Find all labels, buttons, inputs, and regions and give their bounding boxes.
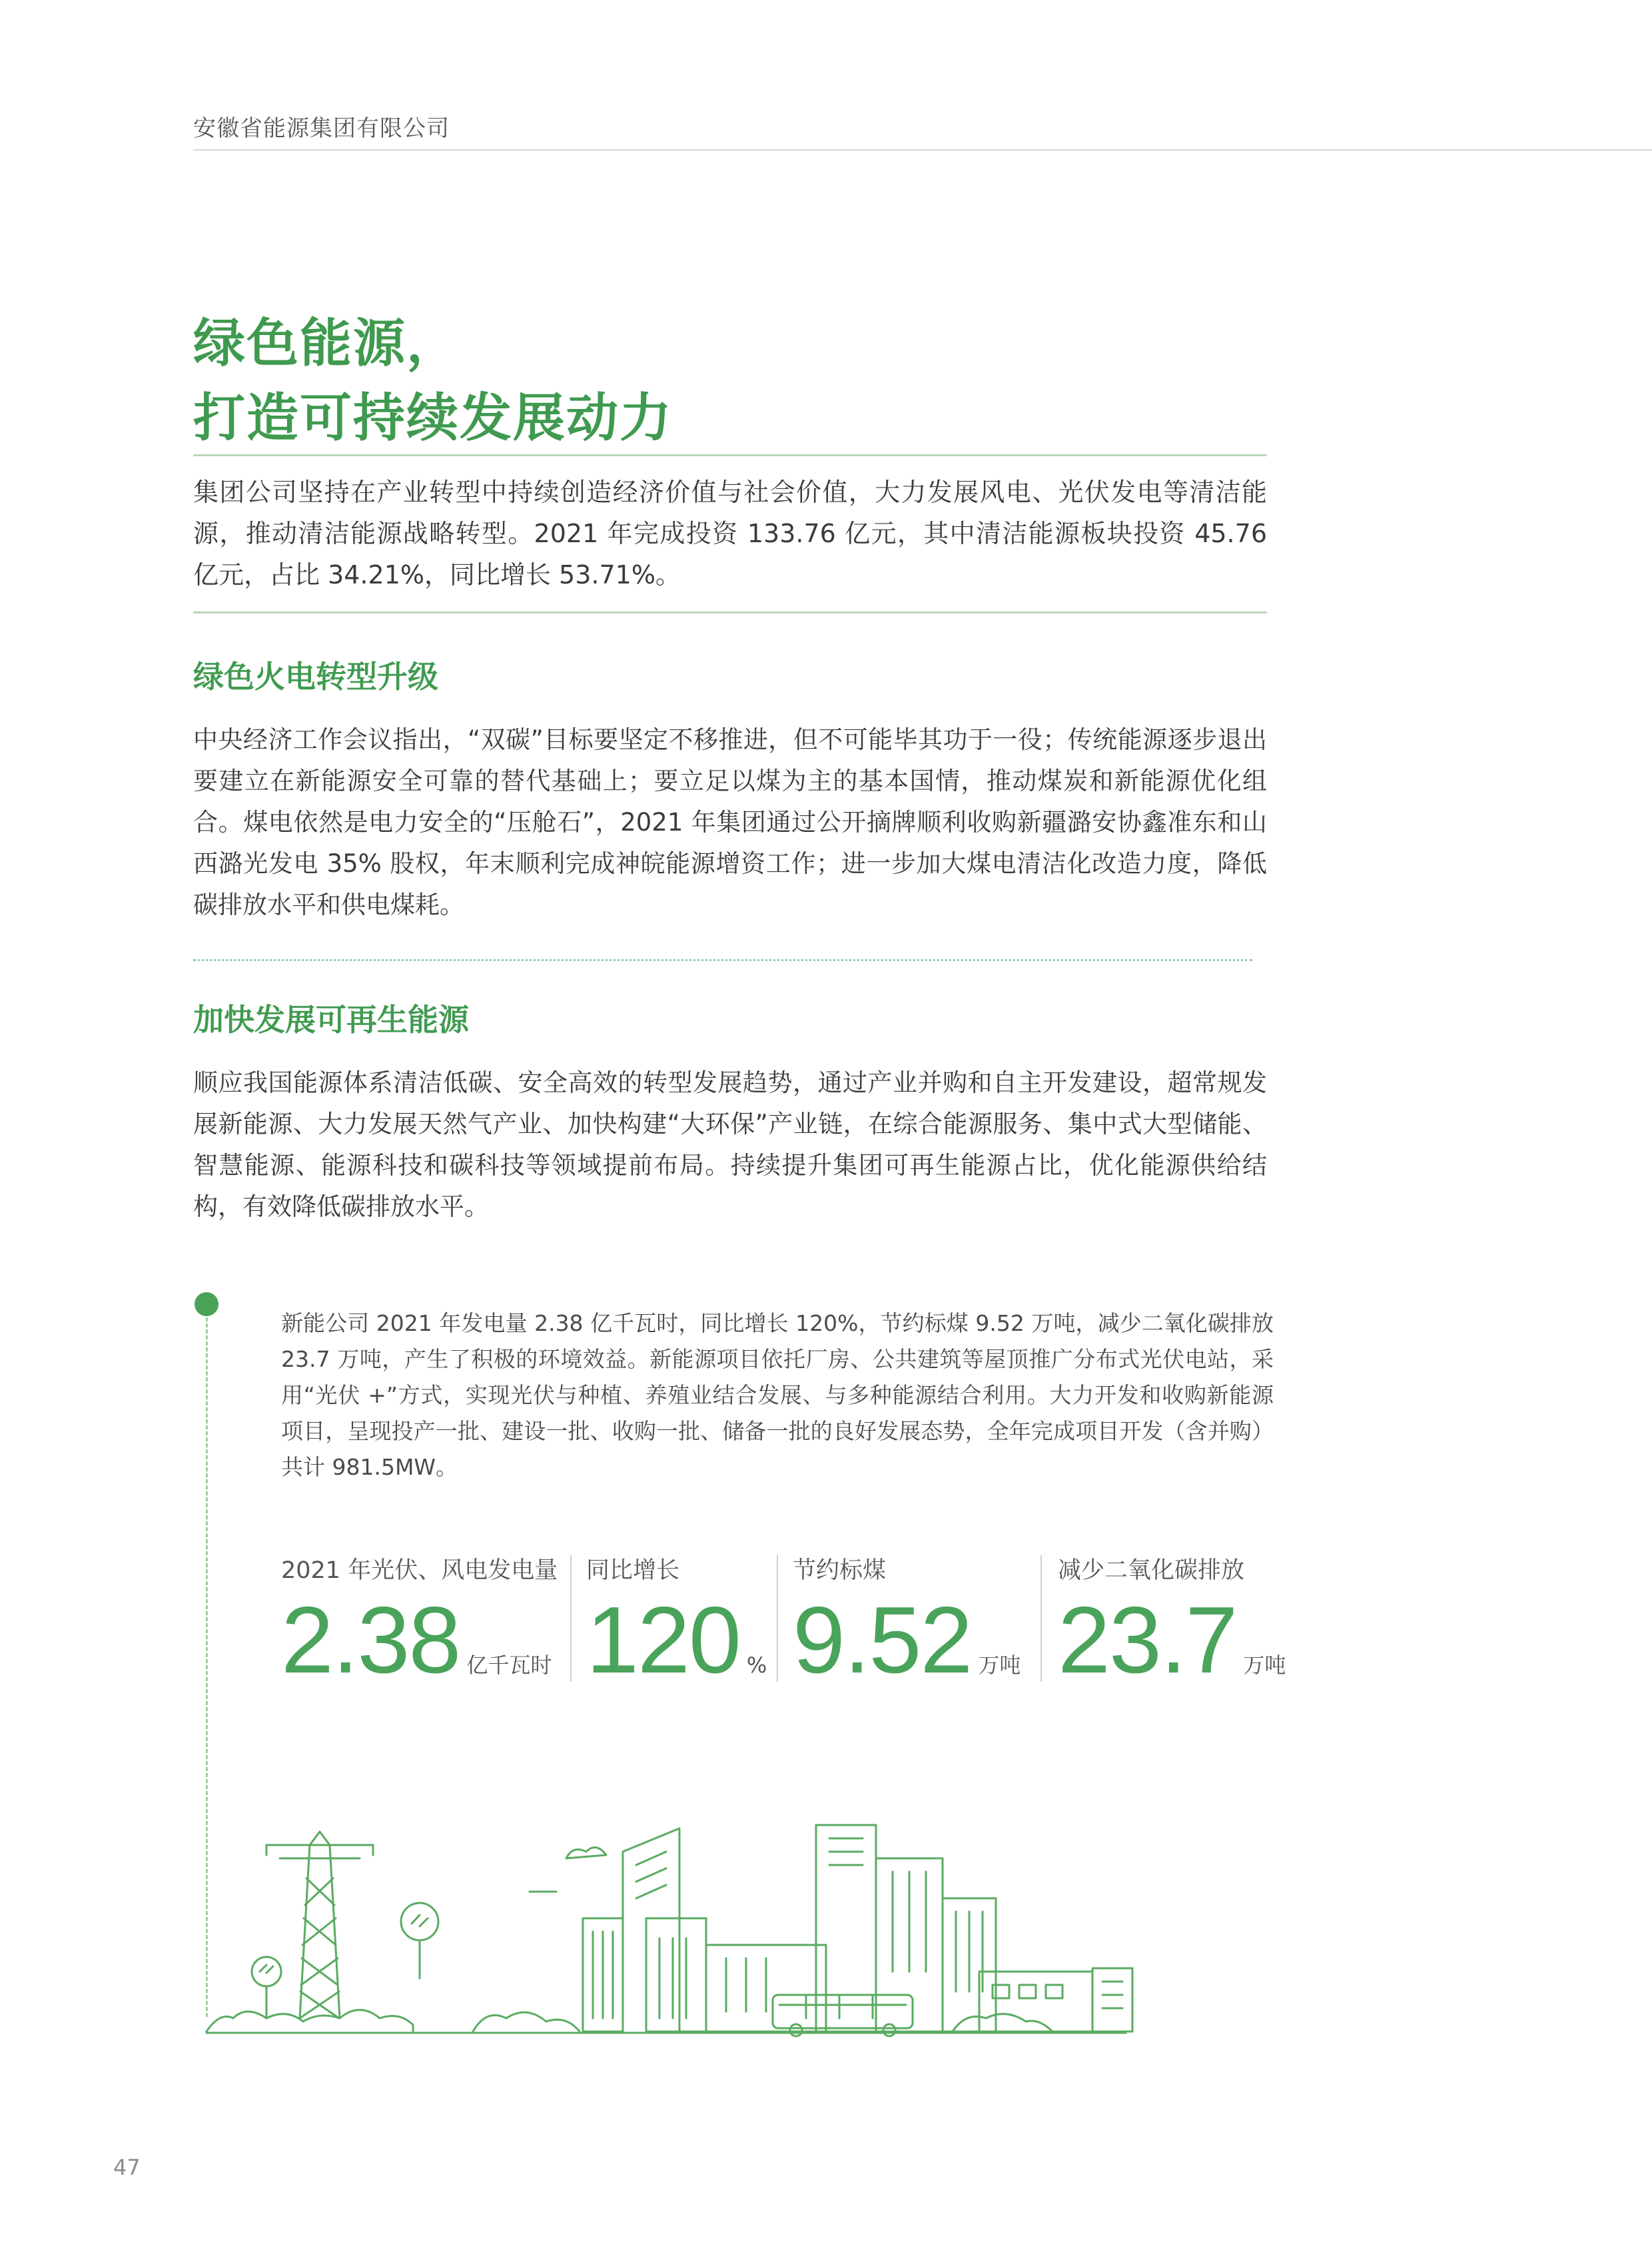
stat-divider <box>570 1555 572 1682</box>
stat-co2-unit: 万吨 <box>1243 1653 1286 1678</box>
highlight-paragraph: 新能公司 2021 年发电量 2.38 亿千瓦时，同比增长 120%，节约标煤 9.52 万吨，减少二氧化碳排放 23.7 万吨，产生了积极的环境效益。新能源项目依托厂房、公共建筑等屋顶推广分布式光伏电站，采用“光伏 +”方式，实现光伏与种植、养殖业结合发展、与多种能源结合利用。大力开发和收购新能源项目，呈现投产一批、建设一批、收购一批、储备一批的良好发展态势，全年完成项目开发（含并购）共计 981.5MW。 <box>281 1310 1274 1480</box>
intro-top-rule <box>193 454 1267 456</box>
building-icon <box>646 1918 706 2032</box>
cityscape-illustration <box>193 1818 1139 2038</box>
stat-growth <box>586 1552 767 1693</box>
building-icon <box>943 1898 996 2032</box>
cloud-icon <box>566 1848 606 1858</box>
stat-growth-unit: % <box>746 1653 767 1678</box>
intro-bottom-rule <box>193 611 1267 613</box>
transmission-tower-icon <box>266 1832 373 2018</box>
stat-coal <box>793 1552 1021 1693</box>
section-divider <box>193 959 1252 961</box>
page-number: 47 <box>113 2155 141 2180</box>
building-icon <box>1092 1968 1132 2032</box>
stat-co2-value: 23.7 <box>1058 1587 1237 1693</box>
page-title-line-1: 绿色能源， <box>193 314 460 374</box>
bus-icon <box>773 1995 913 2036</box>
stat-divider <box>777 1555 778 1682</box>
intro-paragraph: 集团公司坚持在产业转型中持续创造经济价值与社会价值，大力发展风电、光伏发电等清洁能源，推动清洁能源战略转型。2021 年完成投资 133.76 亿元，其中清洁能源板块投资 45.76 亿元，占比 34.21%，同比增长 53.71%。 <box>193 478 1267 589</box>
stat-divider <box>1040 1555 1042 1682</box>
timeline-dot <box>195 1292 218 1316</box>
stat-growth-label: 同比增长 <box>586 1557 680 1584</box>
stat-generation-value: 2.38 <box>281 1587 460 1693</box>
building-icon <box>583 1918 623 2032</box>
stat-coal-unit: 万吨 <box>978 1653 1021 1678</box>
page-title <box>193 306 673 456</box>
tree-icon <box>252 1957 281 2018</box>
section-body-renewable: 顺应我国能源体系清洁低碳、安全高效的转型发展趋势，通过产业并购和自主开发建设，超常规发展新能源、大力发展天然气产业、加快构建“大环保”产业链，在综合能源服务、集中式大型储能、智慧能源、能源科技和碳科技等领域提前布局。持续提升集团可再生能源占比，优化能源供给结构，有效降低碳排放水平。 <box>193 1068 1267 1221</box>
building-icon <box>706 1945 826 2032</box>
section-title-renewable: 加快发展可再生能源 <box>193 1002 469 1038</box>
tree-icon <box>401 1903 438 1978</box>
stat-generation <box>281 1552 558 1693</box>
stat-coal-value: 9.52 <box>793 1587 972 1693</box>
stat-generation-label: 2021 年光伏、风电发电量 <box>281 1557 558 1584</box>
page-title-line-2: 打造可持续发展动力 <box>193 388 673 448</box>
stat-growth-value: 120 <box>586 1587 740 1693</box>
header-divider <box>193 149 1652 151</box>
section-title-thermal: 绿色火电转型升级 <box>193 659 438 695</box>
stat-generation-unit: 亿千瓦时 <box>466 1653 552 1678</box>
building-icon <box>623 1828 679 2032</box>
stat-co2-label: 减少二氧化碳排放 <box>1058 1557 1245 1584</box>
stat-co2 <box>1058 1552 1286 1693</box>
stat-coal-label: 节约标煤 <box>793 1557 887 1584</box>
section-body-thermal: 中央经济工作会议指出，“双碳”目标要坚定不移推进，但不可能毕其功于一役；传统能源逐步退出要建立在新能源安全可靠的替代基础上；要立足以煤为主的基本国情，推动煤炭和新能源优化组合。煤电依然是电力安全的“压舱石”，2021 年集团通过公开摘牌顺利收购新疆潞安协鑫准东和山西潞光发电 35% 股权，年末顺利完成神皖能源增资工作；进一步加大煤电清洁化改造力度，降低碳排放水平和供电煤耗。 <box>193 725 1267 919</box>
header-company-name: 安徽省能源集团有限公司 <box>193 115 450 142</box>
